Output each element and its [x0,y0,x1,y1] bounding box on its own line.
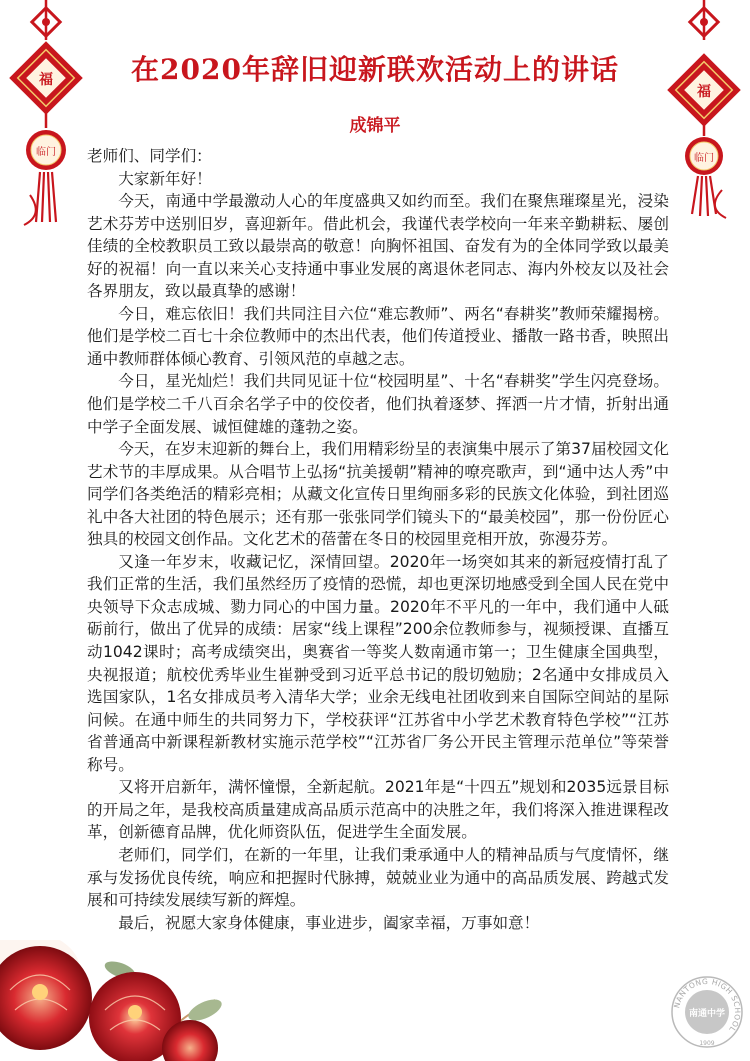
salutation: 老师们、同学们： [87,147,212,165]
knot-linmen-text: 临门 [694,153,714,164]
seal-year-text: 1909 [699,1040,715,1047]
closing-wish: 最后，祝愿大家身体健康，事业进步，阖家幸福，万事如意！ [118,913,540,932]
speech-body [87,145,669,934]
peony-flower-icon [0,940,250,1061]
knot-linmen-text: 临门 [36,147,56,158]
paragraph: 今天，南通中学最激动人心的年度盛典又如约而至。我们在聚焦璀璨星光，浸染艺术芬芳中送别旧岁，喜迎新年。借此机会，我谨代表学校向一年来辛勤耕耘、屡创佳绩的全校教职员工致以最崇高的敬意！向胸怀祖国、奋发有为的全体同学致以最美好的祝福！向一直以来关心支持通中事业发展的离退休老同志、海内外校友以及社会各界朋友，致以最真挚的感谢！ [87,192,669,301]
paragraph: 今日，星光灿烂！我们共同见证十位“校园明星”、十名“春耕奖”学生闪亮登场。他们是学校二千八百余名学子中的佼佼者，他们执着逐梦、挥洒一片才情，折射出通中学子全面发展、诚恒健雄的蓬勃之姿。 [87,372,669,436]
paragraph: 又将开启新年，满怀憧憬，全新起航。2021年是“十四五”规划和2035远景目标的开局之年，是我校高质量建成高品质示范高中的决胜之年，我们将深入推进课程改革，创新德育品牌，优化师资队伍，促进学生全面发展。 [87,778,669,842]
school-seal-icon [670,975,744,1051]
page-title: 在2020年辞旧迎新联欢活动上的讲话 [131,53,619,86]
seal-center-text: 南通中学 [688,1009,726,1019]
knot-fu-text: 福 [39,72,53,88]
author-name: 成锦平 [349,116,401,136]
paragraph: 老师们，同学们，在新的一年里，让我们秉承通中人的精神品质与气度情怀，继承与发扬优良传统，响应和把握时代脉搏，兢兢业业为通中的高品质发展、跨越式发展和可持续发展续写新的辉煌。 [87,845,669,910]
knot-fu-text: 福 [697,84,711,100]
paragraph: 今日，难忘依旧！我们共同注目六位“难忘教师”、两名“春耕奖”教师荣耀揭榜。他们是学校二百七十余位教师中的杰出代表，他们传道授业、播散一路书香，映照出通中教师群体倾心教育、引领风范的卓越之志。 [87,304,669,368]
chinese-knot-right-icon [662,0,750,220]
paragraph: 今天，在岁末迎新的舞台上，我们用精彩纷呈的表演集中展示了第37届校园文化艺术节的丰厚成果。从合唱节上弘扬“抗美援朝”精神的嘹亮歌声，到“通中达人秀”中同学们各类绝活的精彩亮相；从藏文化宣传日里绚丽多彩的民族文化体验，到社团巡礼中各大社团的特色展示；还有那一张张同学们镜头下的“最美校园”，那一份份匠心独具的校园文创作品。文化艺术的蓓蕾在冬日的校园里竞相开放，弥漫芬芳。 [87,440,669,549]
paragraph: 又逢一年岁末，收藏记忆，深情回望。2020年一场突如其来的新冠疫情打乱了我们正常的生活，我们虽然经历了疫情的恐慌，却也更深切地感受到全国人民在党中央领导下众志成城、勠力同心的中国力量。2020年不平凡的一年中，我们通中人砥砺前行，做出了优异的成绩：居家“线上课程”200余位教师参与，视频授课、直播互动1042课时；高考成绩突出，奥赛省一等奖人数南通市第一；卫生健康全国典型，央视报道；航校优秀毕业生崔翀受到习近平总书记的殷切勉励；2名通中女排成员入选国家队，1名女排成员考入清华大学；业余无线电社团收到来自国际空间站的星际问候。在通中师生的共同努力下，学校获评“江苏省中小学艺术教育特色学校”“江苏省普通高中新课程新教材实施示范学校”“江苏省厂务公开民主管理示范单位”等荣誉称号。 [87,552,669,774]
greeting: 大家新年好！ [118,169,212,188]
seal-ring-text: NANTONG HIGH SCHOOL [672,976,743,1034]
